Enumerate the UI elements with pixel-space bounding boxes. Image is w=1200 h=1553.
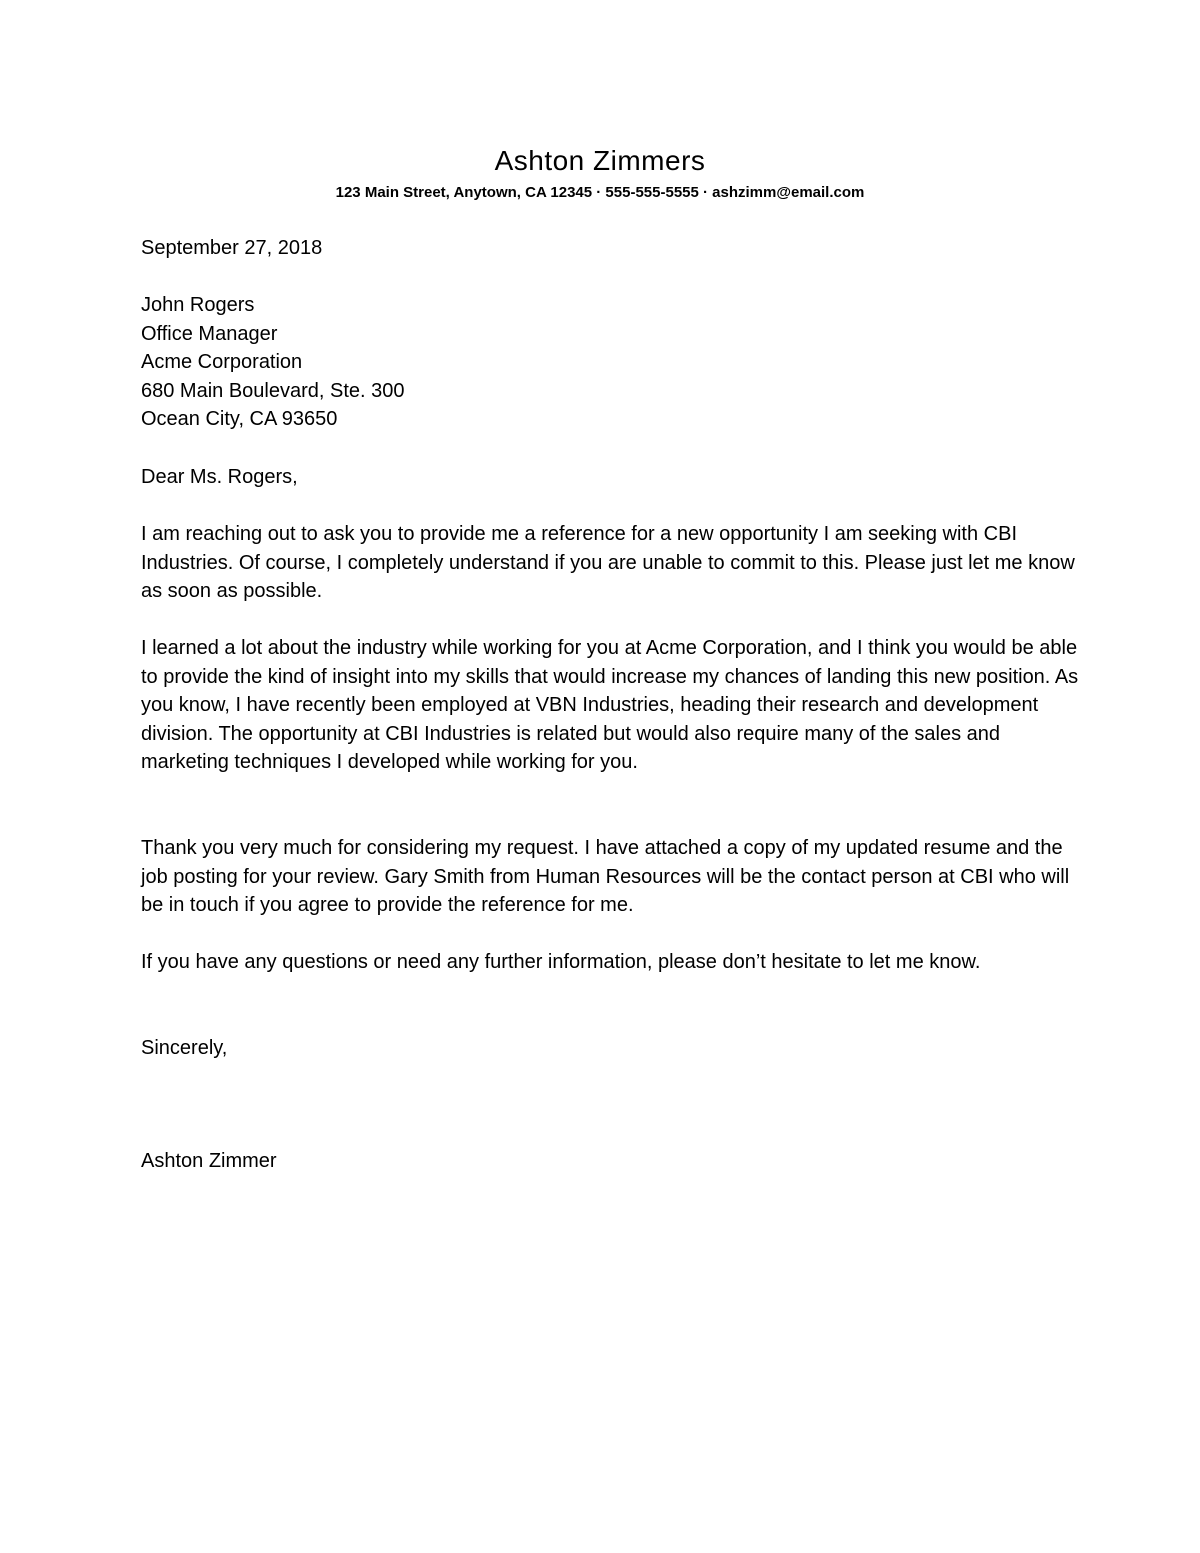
body-paragraph-2: I learned a lot about the industry while working for you at Acme Corporation, and I think you would be able to provide the kind of insight into my skills that would increase my chances of landing this new position. As you know, I have recently been employed at VBN Industries, heading their research and development division. The opportunity at CBI Industries is related but would also require many of the sales and marketing techniques I developed while working for you. bbox=[141, 637, 1079, 774]
signature-name: Ashton Zimmer bbox=[141, 1150, 277, 1172]
recipient-address-line1: 680 Main Boulevard, Ste. 300 bbox=[141, 379, 405, 402]
closing: Sincerely, bbox=[141, 1037, 228, 1059]
recipient-address-line2: Ocean City, CA 93650 bbox=[141, 408, 338, 431]
recipient-name: John Rogers bbox=[141, 294, 255, 316]
letter-date: September 27, 2018 bbox=[141, 237, 323, 259]
body-paragraph-4: If you have any questions or need any further information, please don’t hesitate to let me know. bbox=[141, 951, 981, 973]
body-paragraph-3: Thank you very much for considering my request. I have attached a copy of my updated resume and the job posting for your review. Gary Smith from Human Resources will be the contact person at CBI who will be in touch if you agree to provide the reference for me. bbox=[141, 837, 1070, 917]
recipient-title: Office Manager bbox=[141, 322, 278, 345]
sender-name: Ashton Zimmers bbox=[494, 145, 706, 176]
recipient-company: Acme Corporation bbox=[141, 351, 303, 374]
body-paragraph-1: I am reaching out to ask you to provide me a reference for a new opportunity I am seeking with CBI Industries. Of course, I completely understand if you are unable to commit to this. Please just let me know as soon as possible. bbox=[141, 523, 1075, 603]
sender-contact-line: 123 Main Street, Anytown, CA 12345 · 555-555-5555 · ashzimm@email.com bbox=[335, 184, 865, 201]
salutation: Dear Ms. Rogers, bbox=[141, 466, 298, 488]
recipient-address-block bbox=[141, 291, 1081, 434]
